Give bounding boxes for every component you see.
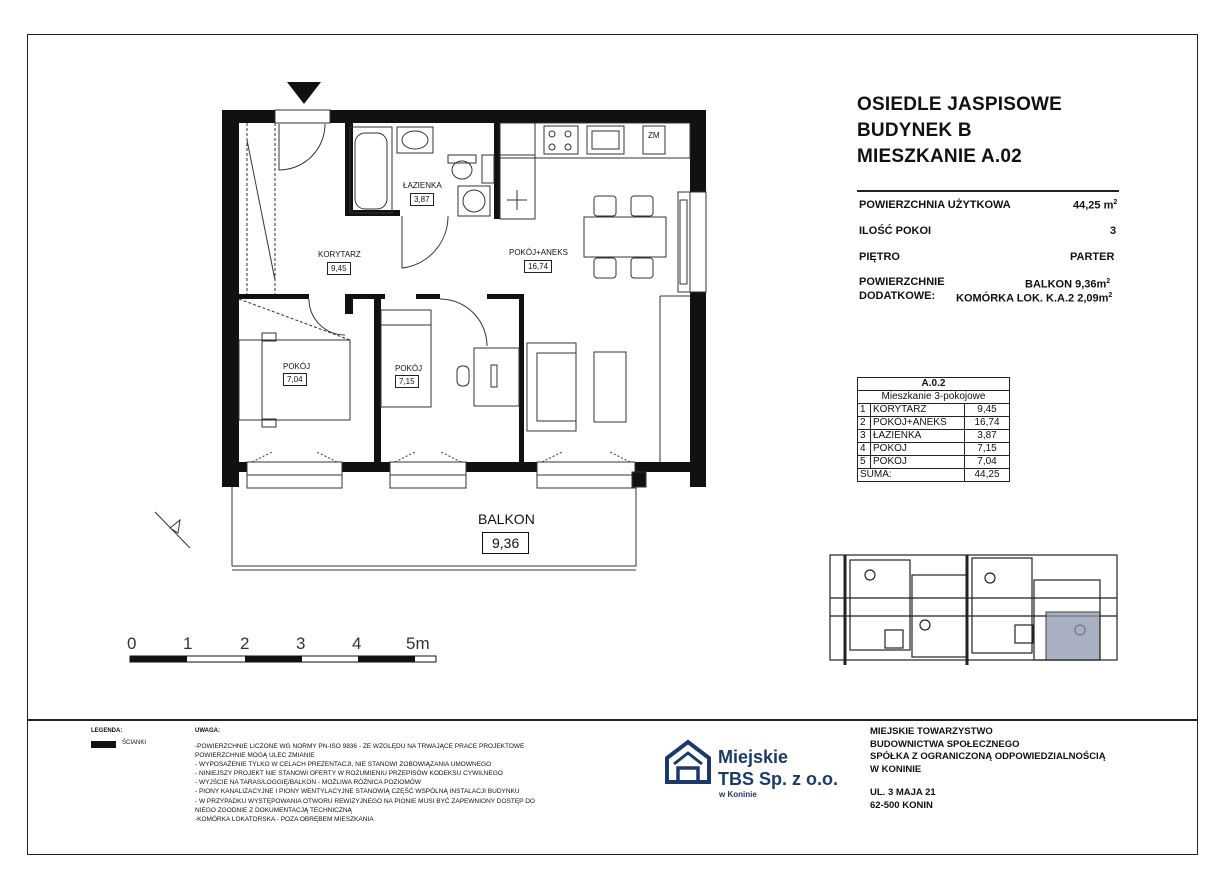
plan-area-room-mid: 7,15 [395,375,419,388]
walls-swatch [91,741,116,748]
note-line: - WYPOSAŻENIE TYLKO W CELACH PREZENTACJI, NIE STANOWI ZOBOWIĄZANIA UMOWNEGO [195,761,492,769]
usable-area-value: 44,25 $m^2$ [1073,199,1118,212]
estate-name: OSIEDLE JASPISOWE [857,94,1063,115]
company-address-1: UL. 3 MAJA 21 [870,787,936,798]
table-row: 2 POKÓJ+ANEKS 16,74 [858,417,1010,430]
entrance-arrow [287,82,321,104]
notes-title: UWAGA: [195,728,220,734]
usable-area-label: POWIERZCHNIA UŻYTKOWA [859,199,1011,211]
company-info [870,726,1106,812]
table-row: 3 ŁAZIENKA 3,87 [858,430,1010,443]
note-line: - PIONY KANALIZACYJNE I PIONY WENTYLACYJNE STANOWIĄ CZĘŚĆ WSPÓLNĄ INSTALACJI BUDYNKU [195,788,520,796]
extra-label-1: POWIERZCHNIE [859,276,945,288]
note-line: - NINIEJSZY PROJEKT NIE STANOWI OFERTY W ROZUMIENIU PRZEPISÓW KODEKSU CYWILNEGO [195,770,503,778]
note-line: - W PRZYPADKU WYSTĘPOWANIA OTWORU REWIZYJNEGO NA PIONIE MUSI BYĆ ZAPEWNIONY DOSTĘP DO [195,797,535,805]
table-row: 4 POKÓJ 7,15 [858,443,1010,456]
scale-label: 3 [296,634,306,653]
company-line: SPÓŁKA Z OGRANICZONĄ ODPOWIEDZIALNOŚCIĄ [870,751,1106,762]
table-row: 5 POKÓJ 7,04 [858,456,1010,469]
scale-label: 5m [406,634,430,653]
scale-bar [130,656,436,662]
note-line: - WYJŚCIE NA TARAS/LOGGIĘ/BALKON - MOŻLIWA RÓŻNICA POZIOMÓW [195,779,421,787]
plan-area-room-left: 7,04 [283,373,307,386]
scale-label: 2 [240,634,250,653]
floor-value: PARTER [1070,251,1115,263]
floor-label: PIĘTRO [859,251,900,263]
balcony-area-value: BALKON $9,36m^2$ [1025,278,1111,291]
plan-area-corridor: 9,45 [327,262,351,275]
logo-line-2: TBS Sp. z o.o. [718,769,838,789]
company-address-2: 62-500 KONIN [870,799,933,811]
plan-area-living: 16,74 [524,260,552,273]
plan-label-corridor: KORYTARZ [318,250,361,259]
key-plan [830,555,1117,665]
note-line: -KOMÓRKA LOKATORSKA - POZA OBRĘBEM MIESZKANIA [195,815,374,823]
plan-label-room-left: POKÓJ [283,362,311,371]
rooms-count-label: ILOŚĆ POKOI [859,225,932,237]
outer-walls [222,110,706,487]
logo-line-1: Miejskie [718,747,789,767]
note-line: -POWIERZCHNIE LICZONE WG NORMY PN-ISO 9836 - ZE WZGLĘDU NA TRWAJĄCE PRACE PROJEKTOWE [195,743,525,750]
plan-area-bathroom: 3,87 [410,193,434,206]
scale-label: 1 [183,634,193,653]
company-logo [718,746,838,800]
logo-line-3: w Koninie [719,790,757,799]
rooms-count-value: 3 [1110,225,1117,237]
notes-list [195,742,535,824]
note-line: NIEGO ZGODNIE Z DOKUMENTACJĄ TECHNICZNĄ [195,806,352,814]
rooms-table-sum-row: SUMA: 44,25 [858,469,1010,482]
rooms-table-title: A.0.2 [858,378,1010,391]
storage-area-value: KOMÓRKA LOK. K.A.2 $2,09m^2$ [956,292,1113,305]
note-line: POWIERZCHNIE MOGĄ ULEC ZMIANIE [195,752,315,760]
scale-label: 0 [127,634,137,653]
rooms-table-subtitle: Mieszkanie 3-pokojowe [858,391,1010,404]
building-name: BUDYNEK B [857,120,972,141]
company-line: BUDOWNICTWA SPOŁECZNEGO [870,738,1020,750]
apartment-name: MIESZKANIE A.02 [857,146,1022,167]
scale-label: 4 [352,634,362,653]
company-line: MIEJSKIE TOWARZYSTWO [870,726,993,737]
walls-legend-label: ŚCIANKI [122,740,147,746]
logo-house-icon [664,738,714,786]
table-row: 1 KORYTARZ 9,45 [858,404,1010,417]
legend-title: LEGENDA: [91,728,123,734]
plan-label-bathroom: ŁAZIENKA [403,181,442,190]
plan-label-room-mid: POKÓJ [395,364,423,373]
company-line: W KONINIE [870,763,922,775]
extra-label-2: DODATKOWE: [859,290,936,302]
fridge-label: ZM [648,131,660,140]
balcony-area: 9,36 [482,532,529,554]
balcony-label: BALKON [478,511,535,527]
plan-label-living: POKÓJ+ANEKS [509,248,568,257]
